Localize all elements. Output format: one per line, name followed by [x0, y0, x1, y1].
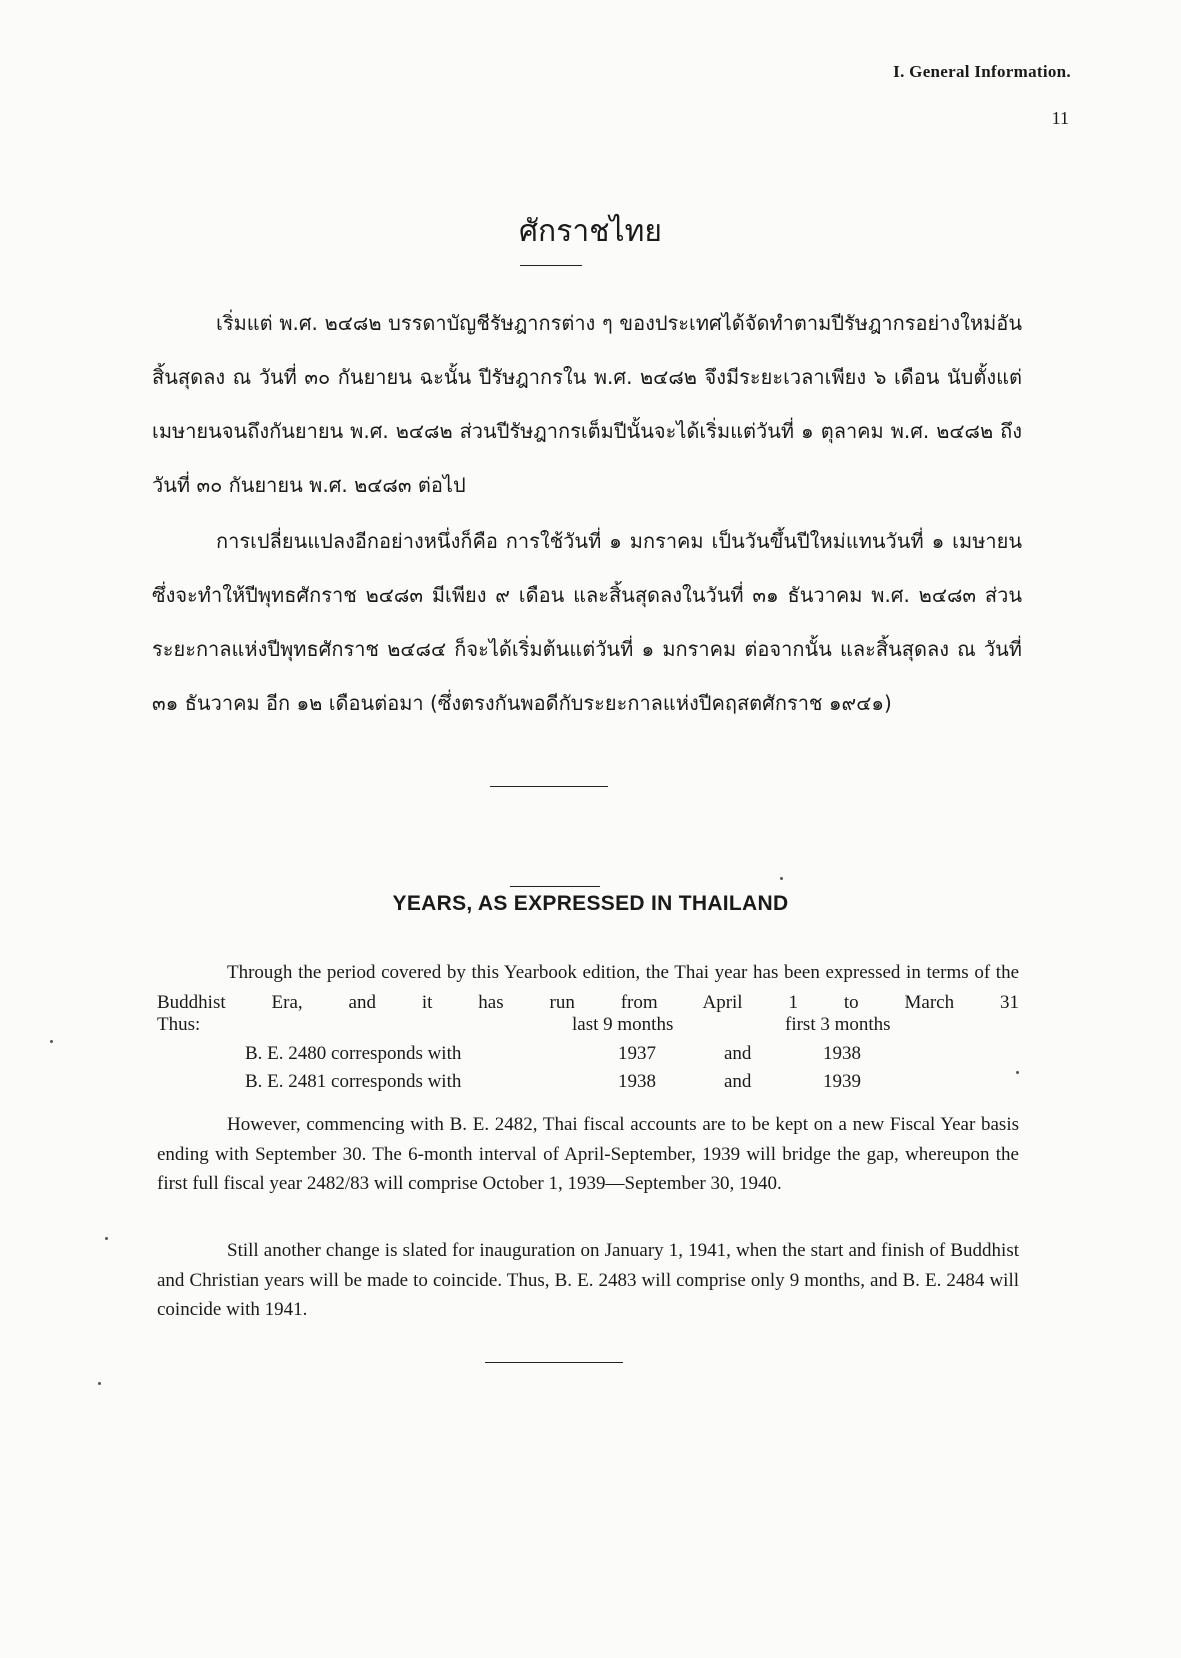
- scan-speck: [780, 877, 783, 880]
- scan-speck: [50, 1040, 53, 1043]
- title-rule: [520, 265, 582, 266]
- column-header-last: last 9 months: [572, 1014, 674, 1035]
- english-paragraph-3: [157, 1236, 1019, 1325]
- english-paragraph-2: [157, 1110, 1019, 1199]
- row-be-label: B. E. 2480 corresponds with: [245, 1043, 462, 1064]
- thus-label: Thus:: [157, 1014, 201, 1035]
- table-row: [0, 1043, 1181, 1072]
- english-paragraph-2-text: However, commencing with B. E. 2482, Thai fiscal accounts are to be kept on a new Fiscal Year basis ending with September 30. The 6-month interval of April-September, 1939 will bridge the gap, whereupon the first full fiscal year 2482/83 will comprise October 1, 1939—September 30, 1940.: [157, 1114, 1019, 1194]
- english-intro-paragraph: [157, 958, 1019, 1017]
- thai-paragraph-2: การเปลี่ยนแปลงอีกอย่างหนึ่งก็คือ การใช้วันที่ ๑ มกราคม เป็นวันขึ้นปีใหม่แทนวันที่ ๑ เมษายน ซึ่งจะทำให้ปีพุทธศักราช ๒๔๘๓ มีเพียง ๙ เดือน และสิ้นสุดลงในวันที่ ๓๑ ธันวาคม พ.ศ. ๒๔๘๓ ส่วนระยะกาลแห่งปีพุทธศักราช ๒๔๘๔ ก็จะได้เริ่มต้นแต่วันที่ ๑ มกราคม ต่อจากนั้น และสิ้นสุดลง ณ วันที่ ๓๑ ธันวาคม อีก ๑๒ เดือนต่อมา (ซึ่งตรงกันพอดีกับระยะกาลแห่งปีคฤสตศักราช ๑๙๔๑): [152, 529, 1022, 715]
- table-row: [0, 1071, 1181, 1100]
- scan-speck: [105, 1237, 108, 1240]
- row-be-label: B. E. 2481 corresponds with: [245, 1071, 462, 1092]
- column-header-first: first 3 months: [785, 1014, 891, 1035]
- row-first-year: 1939: [823, 1071, 861, 1092]
- page-number: 11: [1051, 108, 1069, 128]
- scan-speck: [98, 1382, 101, 1385]
- english-title-rule: [510, 886, 600, 887]
- running-head: I. General Information.: [893, 62, 1071, 81]
- section-divider: [490, 786, 608, 787]
- row-conj: and: [724, 1071, 752, 1092]
- thai-paragraph-1: เริ่มแต่ พ.ศ. ๒๔๘๒ บรรดาบัญชีรัษฎากรต่าง ๆ ของประเทศได้จัดทำตามปีรัษฎากรอย่างใหม่อันสิ้นสุดลง ณ วันที่ ๓๐ กันยายน ฉะนั้น ปีรัษฎากรใน พ.ศ. ๒๔๘๒ จึงมีระยะเวลาเพียง ๖ เดือน นับตั้งแต่เมษายนจนถึงกันยายน พ.ศ. ๒๔๘๒ ส่วนปีรัษฎากรเต็มปีนั้นจะได้เริ่มแต่วันที่ ๑ ตุลาคม พ.ศ. ๒๔๘๒ ถึงวันที่ ๓๐ กันยายน พ.ศ. ๒๔๘๓ ต่อไป: [152, 311, 1022, 497]
- scan-speck: [1016, 1071, 1019, 1074]
- row-last-year: 1938: [618, 1071, 656, 1092]
- thai-section-title: ศักราชไทย: [519, 214, 662, 249]
- english-paragraph-3-text: Still another change is slated for inauguration on January 1, 1941, when the start and finish of Buddhist and Christian years will be made to coincide. Thus, B. E. 2483 will comprise only 9 months, and B. E. 2484 will coincide with 1941.: [157, 1240, 1019, 1320]
- row-last-year: 1937: [618, 1043, 656, 1064]
- row-first-year: 1938: [823, 1043, 861, 1064]
- english-intro-text: Through the period covered by this Yearbook edition, the Thai year has been expressed in terms of the Buddhist Era, and it has run from April 1 to March 31: [157, 962, 1019, 1013]
- thai-paragraphs-2: [152, 514, 1022, 730]
- english-section-title: YEARS, AS EXPRESSED IN THAILAND: [392, 892, 789, 915]
- thai-paragraphs: [152, 296, 1022, 512]
- row-conj: and: [724, 1043, 752, 1064]
- end-divider: [485, 1362, 623, 1363]
